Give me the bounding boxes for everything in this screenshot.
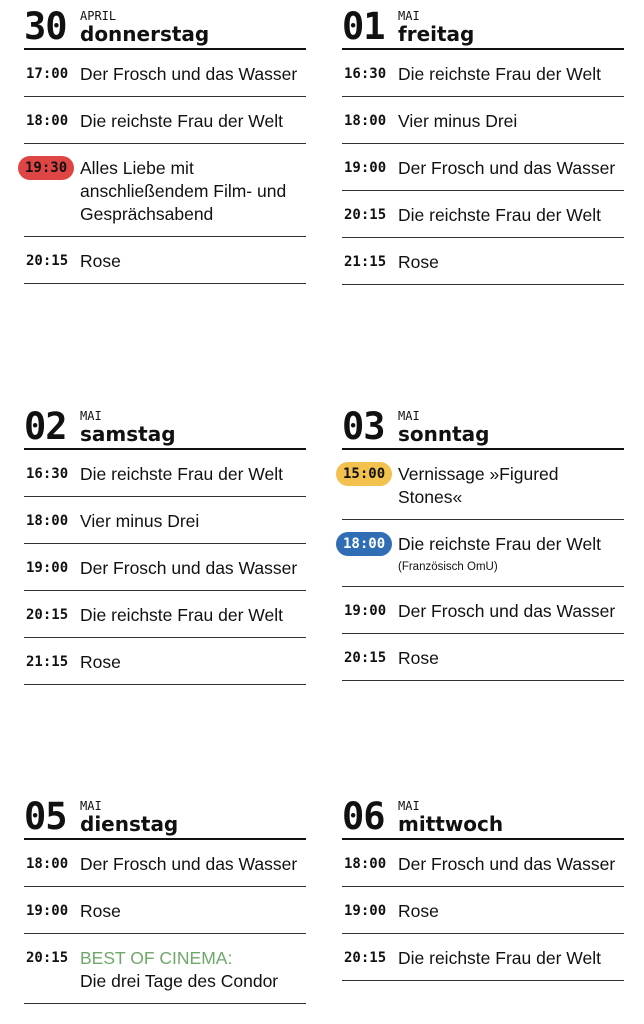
event-title-block (398, 204, 624, 227)
event-title[interactable]: Der Frosch und das Wasser (398, 158, 616, 178)
event-time: 19:00 (344, 903, 387, 919)
event-title-block (80, 110, 306, 133)
highlighted-time-badge: 15:00 (336, 462, 392, 486)
day-block (24, 794, 306, 1004)
month-label: MAI (398, 409, 420, 423)
event-item[interactable] (342, 238, 624, 285)
day-number: 05 (24, 795, 67, 838)
event-item[interactable] (24, 591, 306, 638)
event-item[interactable] (24, 840, 306, 887)
event-time: 19:00 (26, 560, 69, 576)
event-title-block (398, 110, 624, 133)
weekday-label: freitag (398, 22, 475, 46)
event-item[interactable] (342, 840, 624, 887)
event-list (342, 450, 624, 681)
event-title-block (398, 157, 624, 180)
event-title-block (398, 900, 624, 923)
event-item[interactable] (342, 144, 624, 191)
event-item[interactable] (24, 144, 306, 237)
event-list (24, 840, 306, 1004)
event-item[interactable] (342, 587, 624, 634)
event-time: 20:15 (26, 607, 69, 623)
event-title[interactable]: Der Frosch und das Wasser (398, 601, 616, 621)
event-title-block (80, 250, 306, 273)
weekday-label: sonntag (398, 422, 490, 446)
event-item[interactable] (342, 97, 624, 144)
event-item[interactable] (24, 497, 306, 544)
day-header (342, 794, 624, 840)
day-header (24, 4, 306, 50)
event-title[interactable]: Rose (398, 648, 439, 668)
event-item[interactable] (24, 50, 306, 97)
event-title[interactable]: Rose (398, 901, 439, 921)
event-title[interactable]: Die drei Tage des Condor (80, 971, 279, 991)
event-time: 18:00 (344, 856, 387, 872)
event-title-block (398, 533, 624, 576)
event-item[interactable] (342, 191, 624, 238)
event-title-block (80, 947, 306, 993)
highlighted-time-badge: 19:30 (18, 156, 74, 180)
event-title[interactable]: Die reichste Frau der Welt (80, 605, 283, 625)
event-item[interactable] (342, 50, 624, 97)
event-item[interactable] (24, 97, 306, 144)
event-title[interactable]: Rose (80, 652, 121, 672)
event-item[interactable] (24, 638, 306, 685)
event-title-block (80, 157, 306, 226)
month-label: MAI (80, 799, 102, 813)
event-time: 19:00 (344, 160, 387, 176)
event-title[interactable]: Rose (80, 901, 121, 921)
event-title[interactable]: Rose (80, 251, 121, 271)
event-item[interactable] (342, 520, 624, 587)
day-block (342, 794, 624, 981)
event-item[interactable] (342, 450, 624, 520)
event-title-block (80, 604, 306, 627)
event-item[interactable] (24, 237, 306, 284)
event-time: 20:15 (344, 950, 387, 966)
event-title-block (398, 947, 624, 970)
event-time: 20:15 (344, 207, 387, 223)
day-number: 30 (24, 5, 67, 48)
event-item[interactable] (342, 887, 624, 934)
event-time: 18:00 (26, 113, 69, 129)
event-title[interactable]: Der Frosch und das Wasser (398, 854, 616, 874)
day-block (342, 404, 624, 681)
highlighted-time-badge: 18:00 (336, 532, 392, 556)
event-list (342, 840, 624, 981)
weekday-label: donnerstag (80, 22, 210, 46)
event-time: 19:00 (26, 903, 69, 919)
event-note: (Französisch OmU) (398, 561, 498, 573)
event-title-block (80, 853, 306, 876)
event-title[interactable]: Vier minus Drei (398, 111, 518, 131)
event-list (342, 50, 624, 285)
month-label: MAI (398, 799, 420, 813)
event-list (24, 450, 306, 685)
month-label: MAI (80, 409, 102, 423)
event-title-block (80, 510, 306, 533)
day-header (24, 404, 306, 450)
day-header (342, 4, 624, 50)
weekday-label: mittwoch (398, 812, 504, 836)
day-number: 01 (342, 5, 385, 48)
event-title-block (80, 63, 306, 86)
event-time: 16:30 (26, 466, 69, 482)
event-title[interactable]: Rose (398, 252, 439, 272)
event-time: 17:00 (26, 66, 69, 82)
event-title-block (398, 600, 624, 623)
event-item[interactable] (24, 544, 306, 591)
event-time: 18:00 (26, 856, 69, 872)
event-time: 18:00 (26, 513, 69, 529)
event-item[interactable] (342, 634, 624, 681)
day-number: 03 (342, 405, 385, 448)
day-block (24, 404, 306, 685)
event-title-block (398, 63, 624, 86)
event-title[interactable]: Die reichste Frau der Welt (398, 948, 601, 968)
event-time: 20:15 (26, 253, 69, 269)
event-title[interactable]: Die reichste Frau der Welt (80, 111, 283, 131)
day-number: 02 (24, 405, 67, 448)
day-header (342, 404, 624, 450)
day-number: 06 (342, 795, 385, 838)
event-title[interactable]: Vier minus Drei (80, 511, 200, 531)
event-title[interactable]: Vernissage »Figured Stones« (398, 464, 559, 507)
event-title[interactable]: Die reichste Frau der Welt (398, 64, 601, 84)
event-title-block (398, 853, 624, 876)
month-label: MAI (398, 9, 420, 23)
event-title[interactable]: Die reichste Frau der Welt (398, 205, 601, 225)
weekday-label: dienstag (80, 812, 179, 836)
weekday-label: samstag (80, 422, 176, 446)
event-title-block (80, 900, 306, 923)
day-header (24, 794, 306, 840)
event-title[interactable]: Alles Liebe mit anschließendem Film- und Gesprächsabend (80, 158, 287, 224)
event-title[interactable]: Die reichste Frau der Welt (80, 464, 283, 484)
event-title-block (80, 557, 306, 580)
event-title[interactable]: Die reichste Frau der Welt (398, 534, 601, 554)
event-title-block (398, 251, 624, 274)
event-time: 21:15 (26, 654, 69, 670)
day-block (342, 4, 624, 285)
event-title-block (398, 463, 624, 509)
event-time: 20:15 (344, 650, 387, 666)
event-title[interactable]: Der Frosch und das Wasser (80, 558, 298, 578)
event-title[interactable]: Der Frosch und das Wasser (80, 64, 298, 84)
event-title-block (398, 647, 624, 670)
day-block (24, 4, 306, 284)
event-time: 16:30 (344, 66, 387, 82)
event-time: 21:15 (344, 254, 387, 270)
event-time: 18:00 (344, 113, 387, 129)
event-item[interactable] (24, 450, 306, 497)
series-label: BEST OF CINEMA: (80, 948, 233, 968)
event-title[interactable]: Der Frosch und das Wasser (80, 854, 298, 874)
month-label: APRIL (80, 9, 117, 23)
event-item[interactable] (24, 887, 306, 934)
event-list (24, 50, 306, 284)
event-time: 19:00 (344, 603, 387, 619)
event-title-block (80, 651, 306, 674)
event-title-block (80, 463, 306, 486)
event-time: 20:15 (26, 950, 69, 966)
event-item[interactable] (24, 934, 306, 1004)
event-item[interactable] (342, 934, 624, 981)
